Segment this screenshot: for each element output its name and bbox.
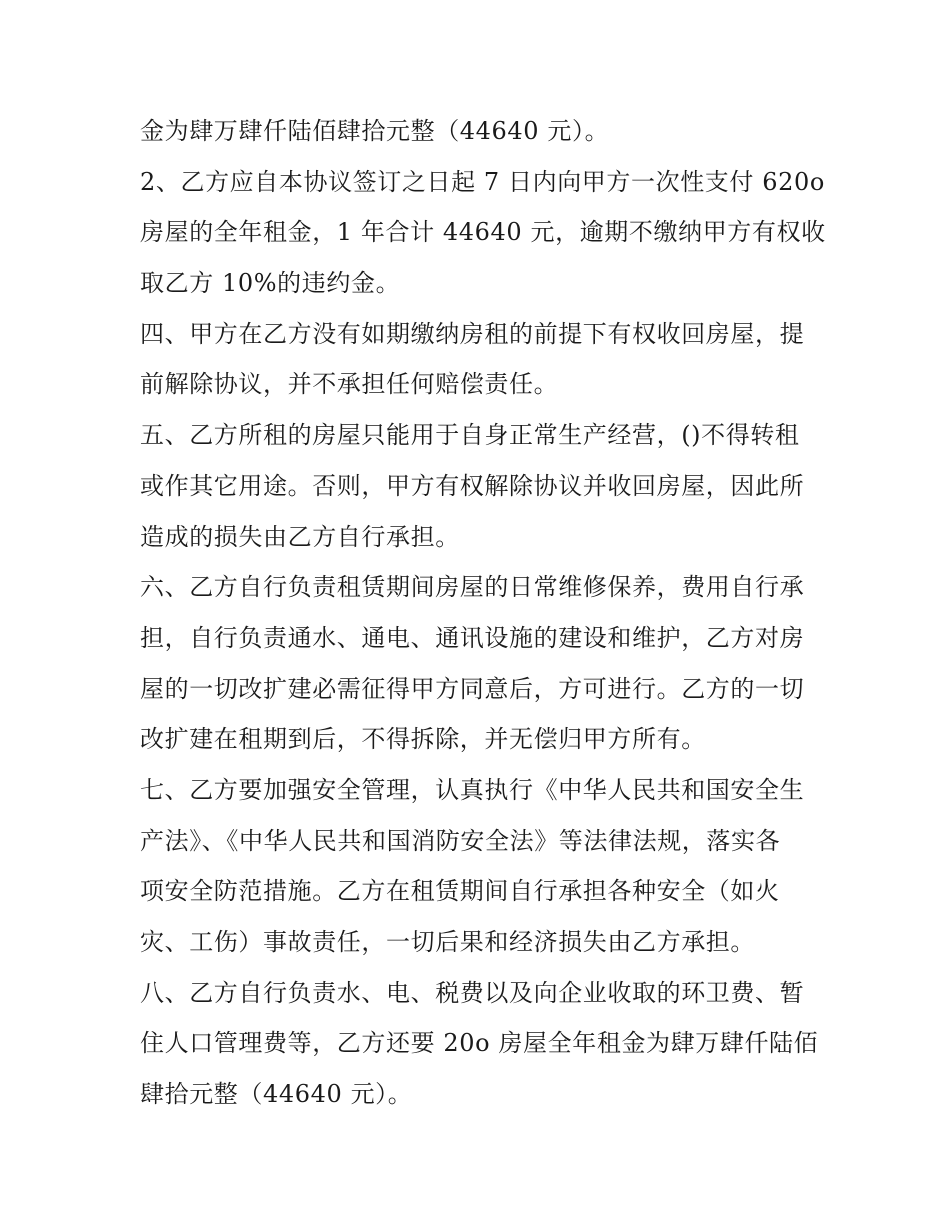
text-line: 六、乙方自行负责租赁期间房屋的日常维修保养，费用自行承 (140, 573, 805, 602)
text-line: 改扩建在租期到后，不得拆除，并无偿归甲方所有。 (140, 725, 706, 754)
text-line: 项安全防范措施。乙方在租赁期间自行承担各种安全（如火 (140, 877, 780, 906)
text-line: 灾、工伤）事故责任，一切后果和经济损失由乙方承担。 (140, 928, 755, 956)
text-line: 七、乙方要加强安全管理，认真执行《中华人民共和国安全生 (140, 775, 805, 804)
text-line: 四、甲方在乙方没有如期缴纳房租的前提下有权收回房屋，提 (140, 319, 805, 348)
text-line: 住人口管理费等，乙方还要 20o 房屋全年租金为肆万肆仟陆佰 (140, 1029, 819, 1058)
text-line: 担，自行负责通水、通电、通讯设施的建设和维护，乙方对房 (140, 623, 805, 652)
text-line: 前解除协议，并不承担任何赔偿责任。 (140, 370, 559, 399)
text-line: 五、乙方所租的房屋只能用于自身正常生产经营，()不得转租 (140, 421, 800, 450)
text-line: 房屋的全年租金，1 年合计 44640 元，逾期不缴纳甲方有权收 (140, 218, 826, 247)
text-line: 肆拾元整（44640 元）。 (140, 1080, 413, 1109)
text-line: 2、乙方应自本协议签订之日起 7 日内向甲方一次性支付 620o (140, 167, 825, 196)
text-line: 取乙方 10%的违约金。 (140, 269, 401, 298)
text-line: 屋的一切改扩建必需征得甲方同意后，方可进行。乙方的一切 (140, 674, 805, 703)
text-line: 或作其它用途。否则，甲方有权解除协议并收回房屋，因此所 (140, 471, 805, 500)
text-line: 产法》、《中华人民共和国消防安全法》等法律法规，落实各 (140, 826, 781, 855)
text-line: 造成的损失由乙方自行承担。 (140, 522, 460, 551)
text-line: 八、乙方自行负责水、电、税费以及向企业收取的环卫费、暂 (140, 978, 805, 1007)
document-body (140, 106, 826, 1120)
text-line: 金为肆万肆仟陆佰肆拾元整（44640 元）。 (140, 117, 610, 145)
